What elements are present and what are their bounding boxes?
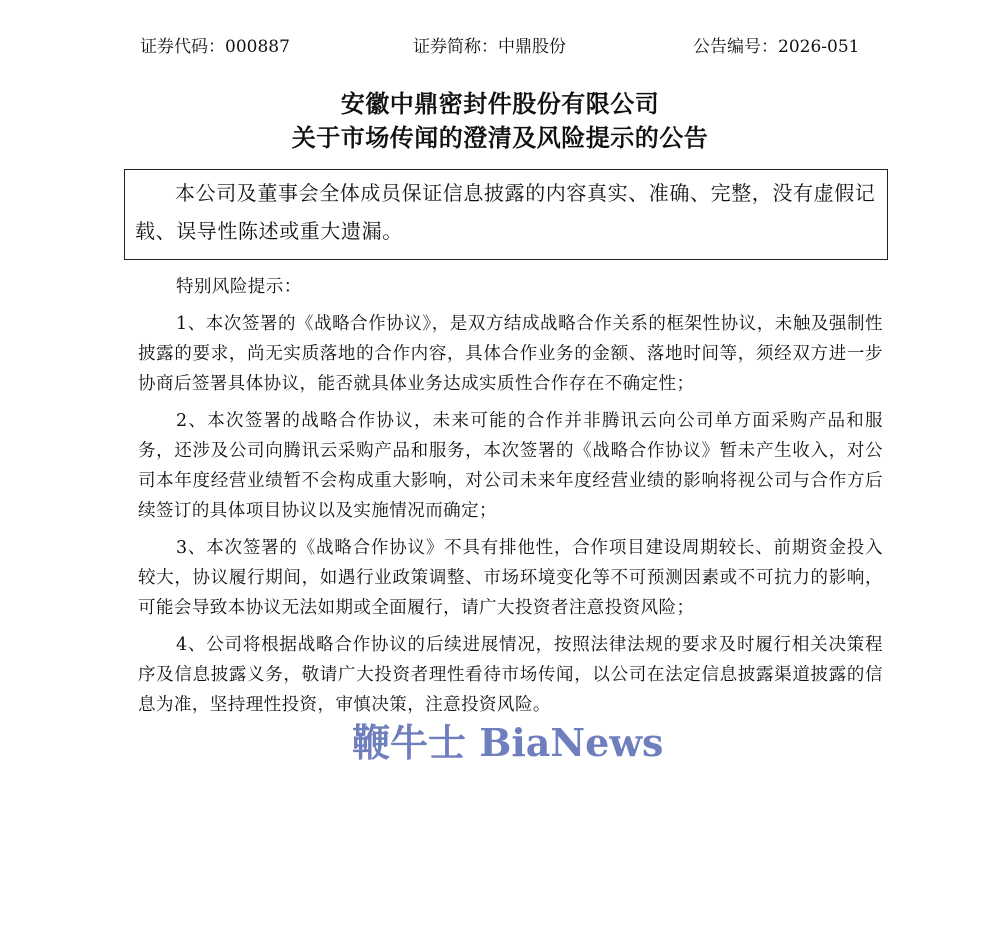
announcement-number: 公告编号：2026-051 <box>693 37 860 57</box>
watermark-logo: 鞭牛士 BiaNews <box>352 720 664 765</box>
risk-item-3: 3、本次签署的《战略合作协议》不具有排他性，合作项目建设周期较长、前期资金投入较大，协议履行期间，如遇行业政策调整、市场环境变化等不可预测因素或不可抗力的影响，可能会导致本协议无法如期或全面履行，请广大投资者注意投资风险； <box>138 538 883 618</box>
company-name-title: 安徽中鼎密封件股份有限公司 <box>340 90 660 118</box>
stock-code: 证券代码：000887 <box>140 37 290 57</box>
risk-heading: 特别风险提示： <box>176 277 302 297</box>
announcement-body <box>138 272 883 727</box>
stock-abbreviation: 证券简称：中鼎股份 <box>413 37 566 57</box>
announcement-title: 关于市场传闻的澄清及风险提示的公告 <box>291 124 709 152</box>
announcement-header <box>0 33 1000 61</box>
board-statement-box: 本公司及董事会全体成员保证信息披露的内容真实、准确、完整，没有虚假记载、误导性陈述或重大遗漏。 <box>124 169 888 260</box>
risk-item-2: 2、本次签署的战略合作协议，未来可能的合作并非腾讯云向公司单方面采购产品和服务，还涉及公司向腾讯云采购产品和服务，本次签署的《战略合作协议》暂未产生收入，对公司本年度经营业绩暂不会构成重大影响，对公司未来年度经营业绩的影响将视公司与合作方后续签订的具体项目协议以及实施情况而确定； <box>138 411 883 521</box>
risk-item-4: 4、公司将根据战略合作协议的后续进展情况，按照法律法规的要求及时履行相关决策程序及信息披露义务，敬请广大投资者理性看待市场传闻，以公司在法定信息披露渠道披露的信息为准，坚持理性投资，审慎决策，注意投资风险。 <box>138 635 883 715</box>
risk-item-1: 1、本次签署的《战略合作协议》，是双方结成战略合作关系的框架性协议，未触及强制性披露的要求，尚无实质落地的合作内容，具体合作业务的金额、落地时间等，须经双方进一步协商后签署具体协议，能否就具体业务达成实质性合作存在不确定性； <box>138 314 883 394</box>
